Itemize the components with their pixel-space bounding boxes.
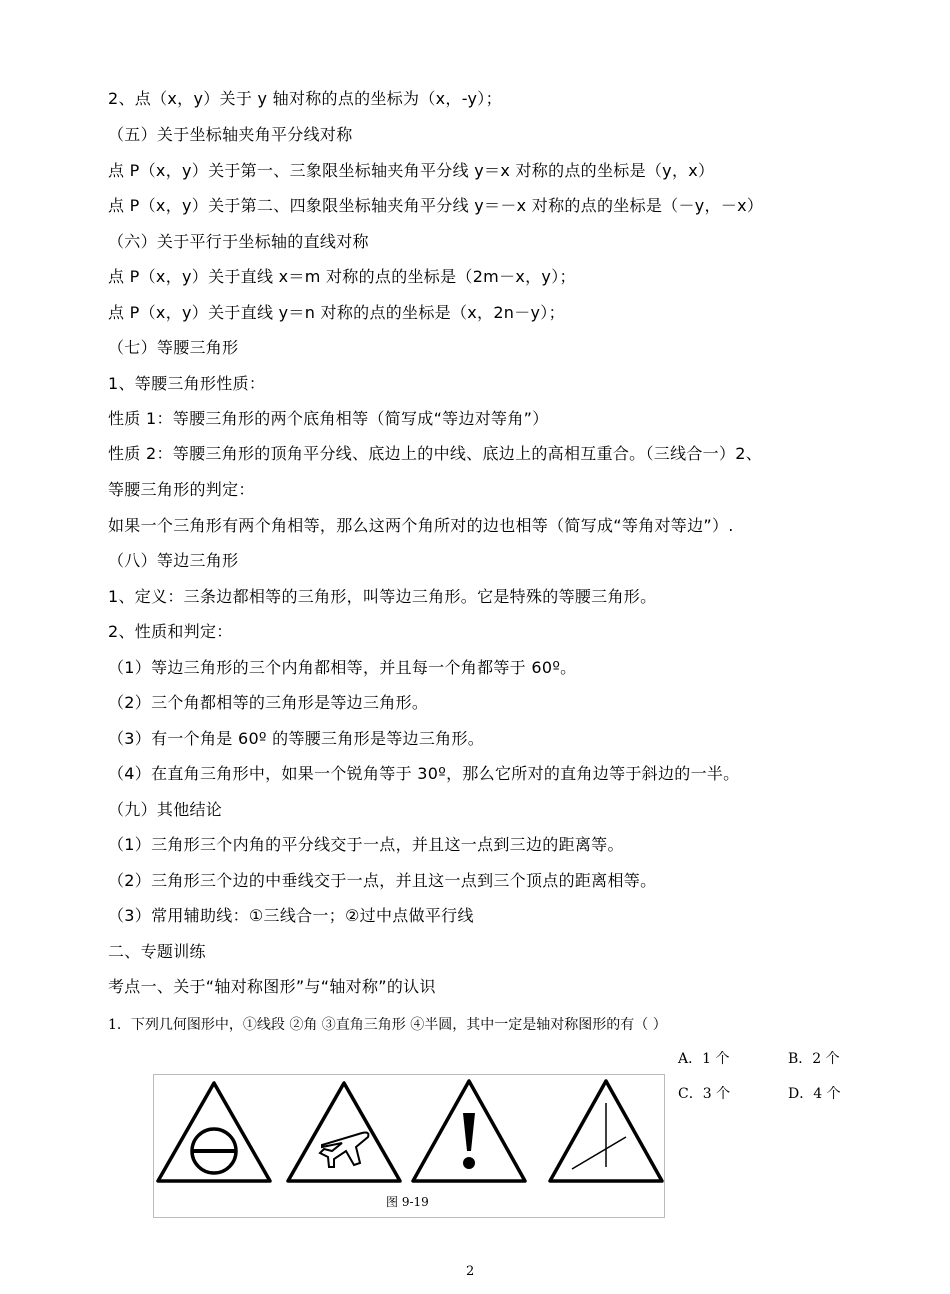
text-line-20: （4）在直角三角形中，如果一个锐角等于 30º，那么它所对的直角边等于斜边的一半。 xyxy=(108,764,740,783)
text-line-22: （1）三角形三个内角的平分线交于一点，并且这一点到三边的距离等。 xyxy=(108,835,624,854)
text-line-7: 点 P（x，y）关于直线 y＝n 对称的点的坐标是（x，2n－y）； xyxy=(108,303,565,322)
text-line-6: 点 P（x，y）关于直线 x＝m 对称的点的坐标是（2m－x，y）； xyxy=(108,267,576,286)
page-number: 2 xyxy=(466,1264,475,1279)
text-line-18: （2）三个角都相等的三角形是等边三角形。 xyxy=(108,693,429,712)
figure-triangle-signs xyxy=(153,1074,665,1218)
section-heading-7: （七）等腰三角形 xyxy=(108,338,239,357)
section-heading-training: 二、专题训练 xyxy=(108,942,206,961)
text-line-10: 性质 1：等腰三角形的两个底角相等（简写成“等边对等角”） xyxy=(108,409,549,428)
question-text: 1．下列几何图形中，①线段 ②角 ③直角三角形 ④半圆，其中一定是轴对称图形的有（ ） xyxy=(108,1017,667,1033)
text-line-11: 性质 2：等腰三角形的顶角平分线、底边上的中线、底边上的高相互重合。（三线合一）2、 xyxy=(108,444,763,463)
text-line-13: 如果一个三角形有两个角相等，那么这两个角所对的边也相等（简写成“等角对等边”）. xyxy=(108,516,734,535)
text-line-9: 1、等腰三角形性质： xyxy=(108,374,266,393)
text-line-1: 2、点（x，y）关于 y 轴对称的点的坐标为（x，-y）； xyxy=(108,89,502,108)
option-b: B．2 个 xyxy=(788,1051,840,1067)
triangle-sign-exclamation xyxy=(413,1081,525,1181)
option-c: C．3 个 xyxy=(678,1086,731,1102)
option-a: A．1 个 xyxy=(678,1051,730,1067)
text-line-16: 2、性质和判定： xyxy=(108,622,233,641)
triangle-sign-lines xyxy=(550,1081,662,1181)
text-line-19: （3）有一个角是 60º 的等腰三角形是等边三角形。 xyxy=(108,729,485,748)
text-line-12: 等腰三角形的判定： xyxy=(108,480,255,499)
triangle-sign-no-entry xyxy=(158,1083,270,1181)
section-heading-5: （五）关于坐标轴夹角平分线对称 xyxy=(108,125,353,144)
triangle-sign-airplane xyxy=(288,1083,400,1181)
text-line-17: （1）等边三角形的三个内角都相等，并且每一个角都等于 60º。 xyxy=(108,658,577,677)
section-heading-kaodian-1: 考点一、关于“轴对称图形”与“轴对称”的认识 xyxy=(108,977,436,996)
section-heading-6: （六）关于平行于坐标轴的直线对称 xyxy=(108,232,369,251)
text-line-15: 1、定义：三条边都相等的三角形，叫等边三角形。它是特殊的等腰三角形。 xyxy=(108,587,657,606)
section-heading-8: （八）等边三角形 xyxy=(108,551,239,570)
text-line-24: （3）常用辅助线：①三线合一；②过中点做平行线 xyxy=(108,906,474,925)
figure-caption: 图 9-19 xyxy=(386,1195,429,1209)
text-line-3: 点 P（x，y）关于第一、三象限坐标轴夹角平分线 y＝x 对称的点的坐标是（y，x） xyxy=(108,161,715,180)
option-d: D．4 个 xyxy=(788,1086,841,1102)
text-line-4: 点 P（x，y）关于第二、四象限坐标轴夹角平分线 y＝－x 对称的点的坐标是（－y，－x） xyxy=(108,196,764,215)
text-line-23: （2）三角形三个边的中垂线交于一点，并且这一点到三个顶点的距离相等。 xyxy=(108,871,657,890)
section-heading-9: （九）其他结论 xyxy=(108,800,223,819)
